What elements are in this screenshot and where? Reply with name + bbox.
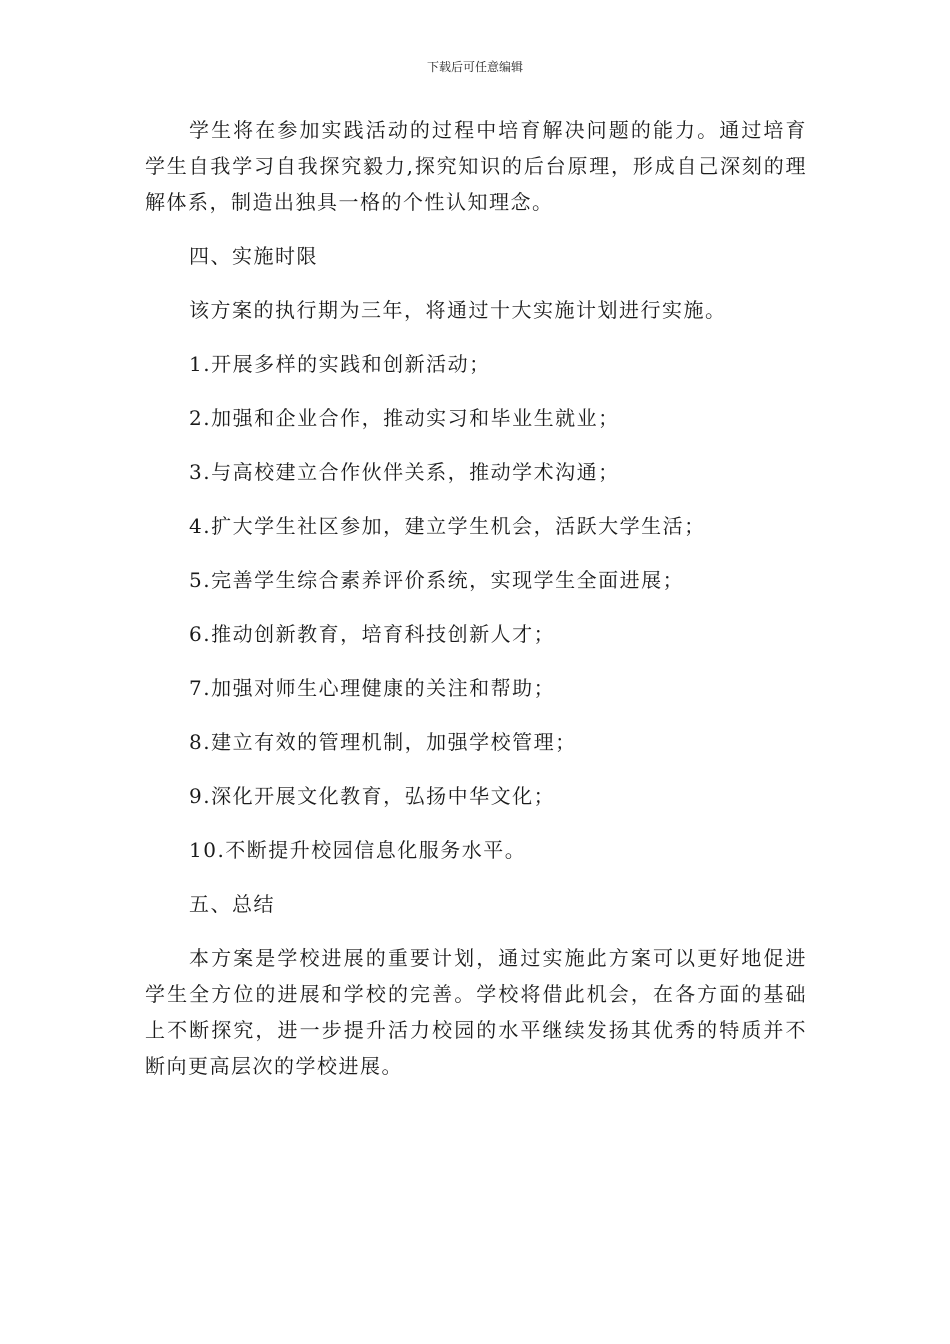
section-heading-summary: 五、总结 — [189, 892, 275, 916]
page-header: 下载后可任意编辑 — [426, 60, 523, 74]
list-item: 4.扩大学生社区参加，建立学生机会，活跃大学生活； — [189, 514, 706, 538]
list-item: 3.与高校建立合作伙伴关系，推动学术沟通； — [189, 460, 620, 484]
list-item: 6.推动创新教育，培育科技创新人才； — [189, 622, 556, 646]
list-item: 10.不断提升校园信息化服务水平。 — [189, 838, 527, 862]
list-item: 8.建立有效的管理机制，加强学校管理； — [189, 730, 577, 754]
list-item: 1.开展多样的实践和创新活动； — [189, 352, 491, 376]
list-item: 5.完善学生综合素养评价系统，实现学生全面进展； — [189, 568, 685, 592]
paragraph-problem-solving: 学生将在参加实践活动的过程中培育解决问题的能力。通过培育学生自我学习自我探究毅力,探究知识的后台原理，形成自己深刻的理解体系，制造出独具一格的个性认知理念。 — [145, 118, 807, 214]
paragraph-summary: 本方案是学校进展的重要计划，通过实施此方案可以更好地促进学生全方位的进展和学校的完善。学校将借此机会，在各方面的基础上不断探究，进一步提升活力校园的水平继续发扬其优秀的特质并不断向更高层次的学校进展。 — [145, 946, 807, 1078]
list-item: 9.深化开展文化教育，弘扬中华文化； — [189, 784, 556, 808]
section-heading-implementation-period: 四、实施时限 — [189, 244, 318, 268]
document-body — [145, 112, 807, 1102]
list-item: 7.加强对师生心理健康的关注和帮助； — [189, 676, 556, 700]
list-item: 2.加强和企业合作，推动实习和毕业生就业； — [189, 406, 620, 430]
paragraph-execution-period: 该方案的执行期为三年，将通过十大实施计划进行实施。 — [189, 298, 727, 322]
